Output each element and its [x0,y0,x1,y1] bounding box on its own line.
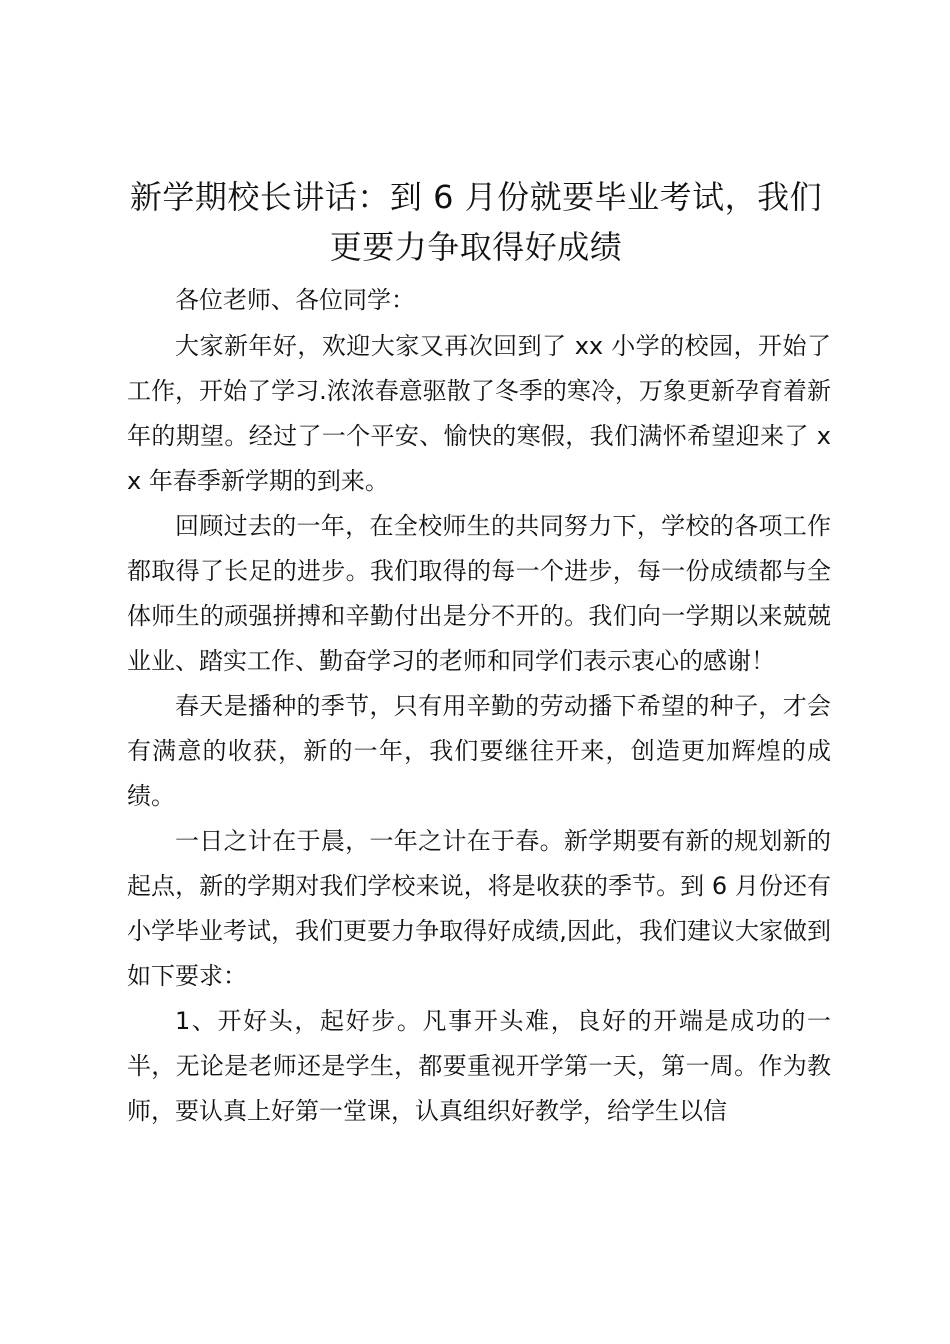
paragraph-spring: 春天是播种的季节，只有用辛勤的劳动播下希望的种子，才会有满意的收获，新的一年，我们要继往开来，创造更加辉煌的成绩。 [127,692,831,810]
paragraph-requirement-1: 1、开好头，起好步。凡事开头难，良好的开端是成功的一半，无论是老师还是学生，都要重视开学第一天，第一周。作为教师，要认真上好第一堂课，认真组织好教学，给学生以信 [127,1007,831,1125]
document-title: 新学期校长讲话：到 6 月份就要毕业考试，我们更要力争取得好成绩 [129,178,823,266]
paragraph-welcome: 大家新年好，欢迎大家又再次回到了 xx 小学的校园，开始了工作，开始了学习.浓浓春意驱散了冬季的寒冷，万象更新孕育着新年的期望。经过了一个平安、愉快的寒假，我们满怀希望迎来了 xx 年春季新学期的到来。 [127,332,831,495]
salutation: 各位老师、各位同学： [175,286,415,314]
paragraph-new-semester: 一日之计在于晨，一年之计在于春。新学期要有新的规划新的起点，新的学期对我们学校来说，将是收获的季节。到 6 月份还有小学毕业考试，我们更要力争取得好成绩,因此，我们建议大家做到如下要求： [127,827,831,990]
document-body [127,278,831,1134]
paragraph-review: 回顾过去的一年，在全校师生的共同努力下，学校的各项工作都取得了长足的进步。我们取得的每一个进步，每一份成绩都与全体师生的顽强拼搏和辛勤付出是分不开的。我们向一学期以来兢兢业业、踏实工作、勤奋学习的老师和同学们表示衷心的感谢！ [127,512,831,675]
